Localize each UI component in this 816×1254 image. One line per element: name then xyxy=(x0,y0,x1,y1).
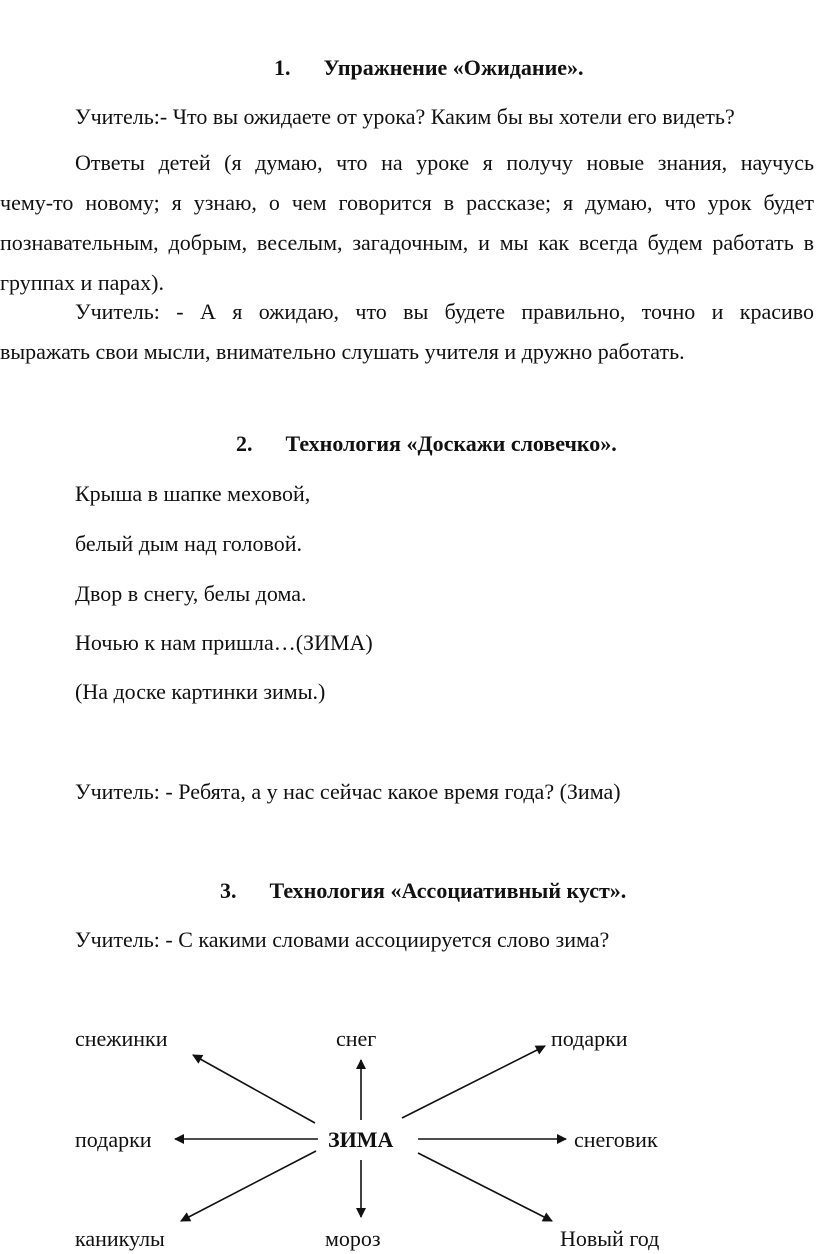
poem-line: (На доске картинки зимы.) xyxy=(75,679,326,704)
arrow-to-bottom-right xyxy=(418,1153,552,1221)
arrow-to-top-right xyxy=(402,1046,545,1118)
word-bottom-right: Новый год xyxy=(560,1226,660,1251)
answers-first-line: Ответы детей (я думаю, что на уроке я получу новые знания, научусь xyxy=(75,150,814,175)
word-top-center: снег xyxy=(336,1026,377,1051)
word-top-right: подарки xyxy=(551,1026,628,1051)
section1-heading: 1. Упражнение «Ожидание». xyxy=(274,55,584,80)
section1-teacher-question: Учитель:- Что вы ожидаете от урока? Каким бы вы хотели его видеть? xyxy=(75,104,735,129)
poem-line: белый дым над головой. xyxy=(75,531,303,556)
section2-heading: 2. Технология «Доскажи словечко». xyxy=(236,431,617,456)
arrow-to-top-left xyxy=(193,1055,315,1123)
poem-line: Крыша в шапке меховой, xyxy=(75,481,311,506)
word-bottom-left: каникулы xyxy=(75,1226,165,1251)
expectation-rest: выражать свои мысли, внимательно слушать учителя и дружно работать. xyxy=(0,339,685,364)
poem-line: Ночью к нам пришла…(ЗИМА) xyxy=(75,630,373,655)
expectation-first-line: Учитель: - А я ожидаю, что вы будете правильно, точно и красиво xyxy=(75,299,814,324)
arrow-to-bottom-left xyxy=(181,1151,316,1221)
answers-rest: чему-то новому; я узнаю, о чем говорится в рассказе; я думаю, что урок будет познавательным, добрым, веселым, загадочным, и мы как всегда будем работать в группах и парах). xyxy=(0,190,814,295)
section2-teacher-question: Учитель: - Ребята, а у нас сейчас какое время года? (Зима) xyxy=(75,779,621,804)
diagram-center-word: ЗИМА xyxy=(328,1127,394,1152)
poem-line: Двор в снегу, белы дома. xyxy=(75,581,307,606)
word-top-left: снежинки xyxy=(75,1026,168,1051)
word-middle-left: подарки xyxy=(75,1127,152,1152)
section3-teacher-question: Учитель: - С какими словами ассоциируется слово зима? xyxy=(75,927,610,952)
word-middle-right: снеговик xyxy=(574,1127,658,1152)
word-bottom-center: мороз xyxy=(325,1226,381,1251)
section3-heading: 3. Технология «Ассоциативный куст». xyxy=(220,878,627,903)
